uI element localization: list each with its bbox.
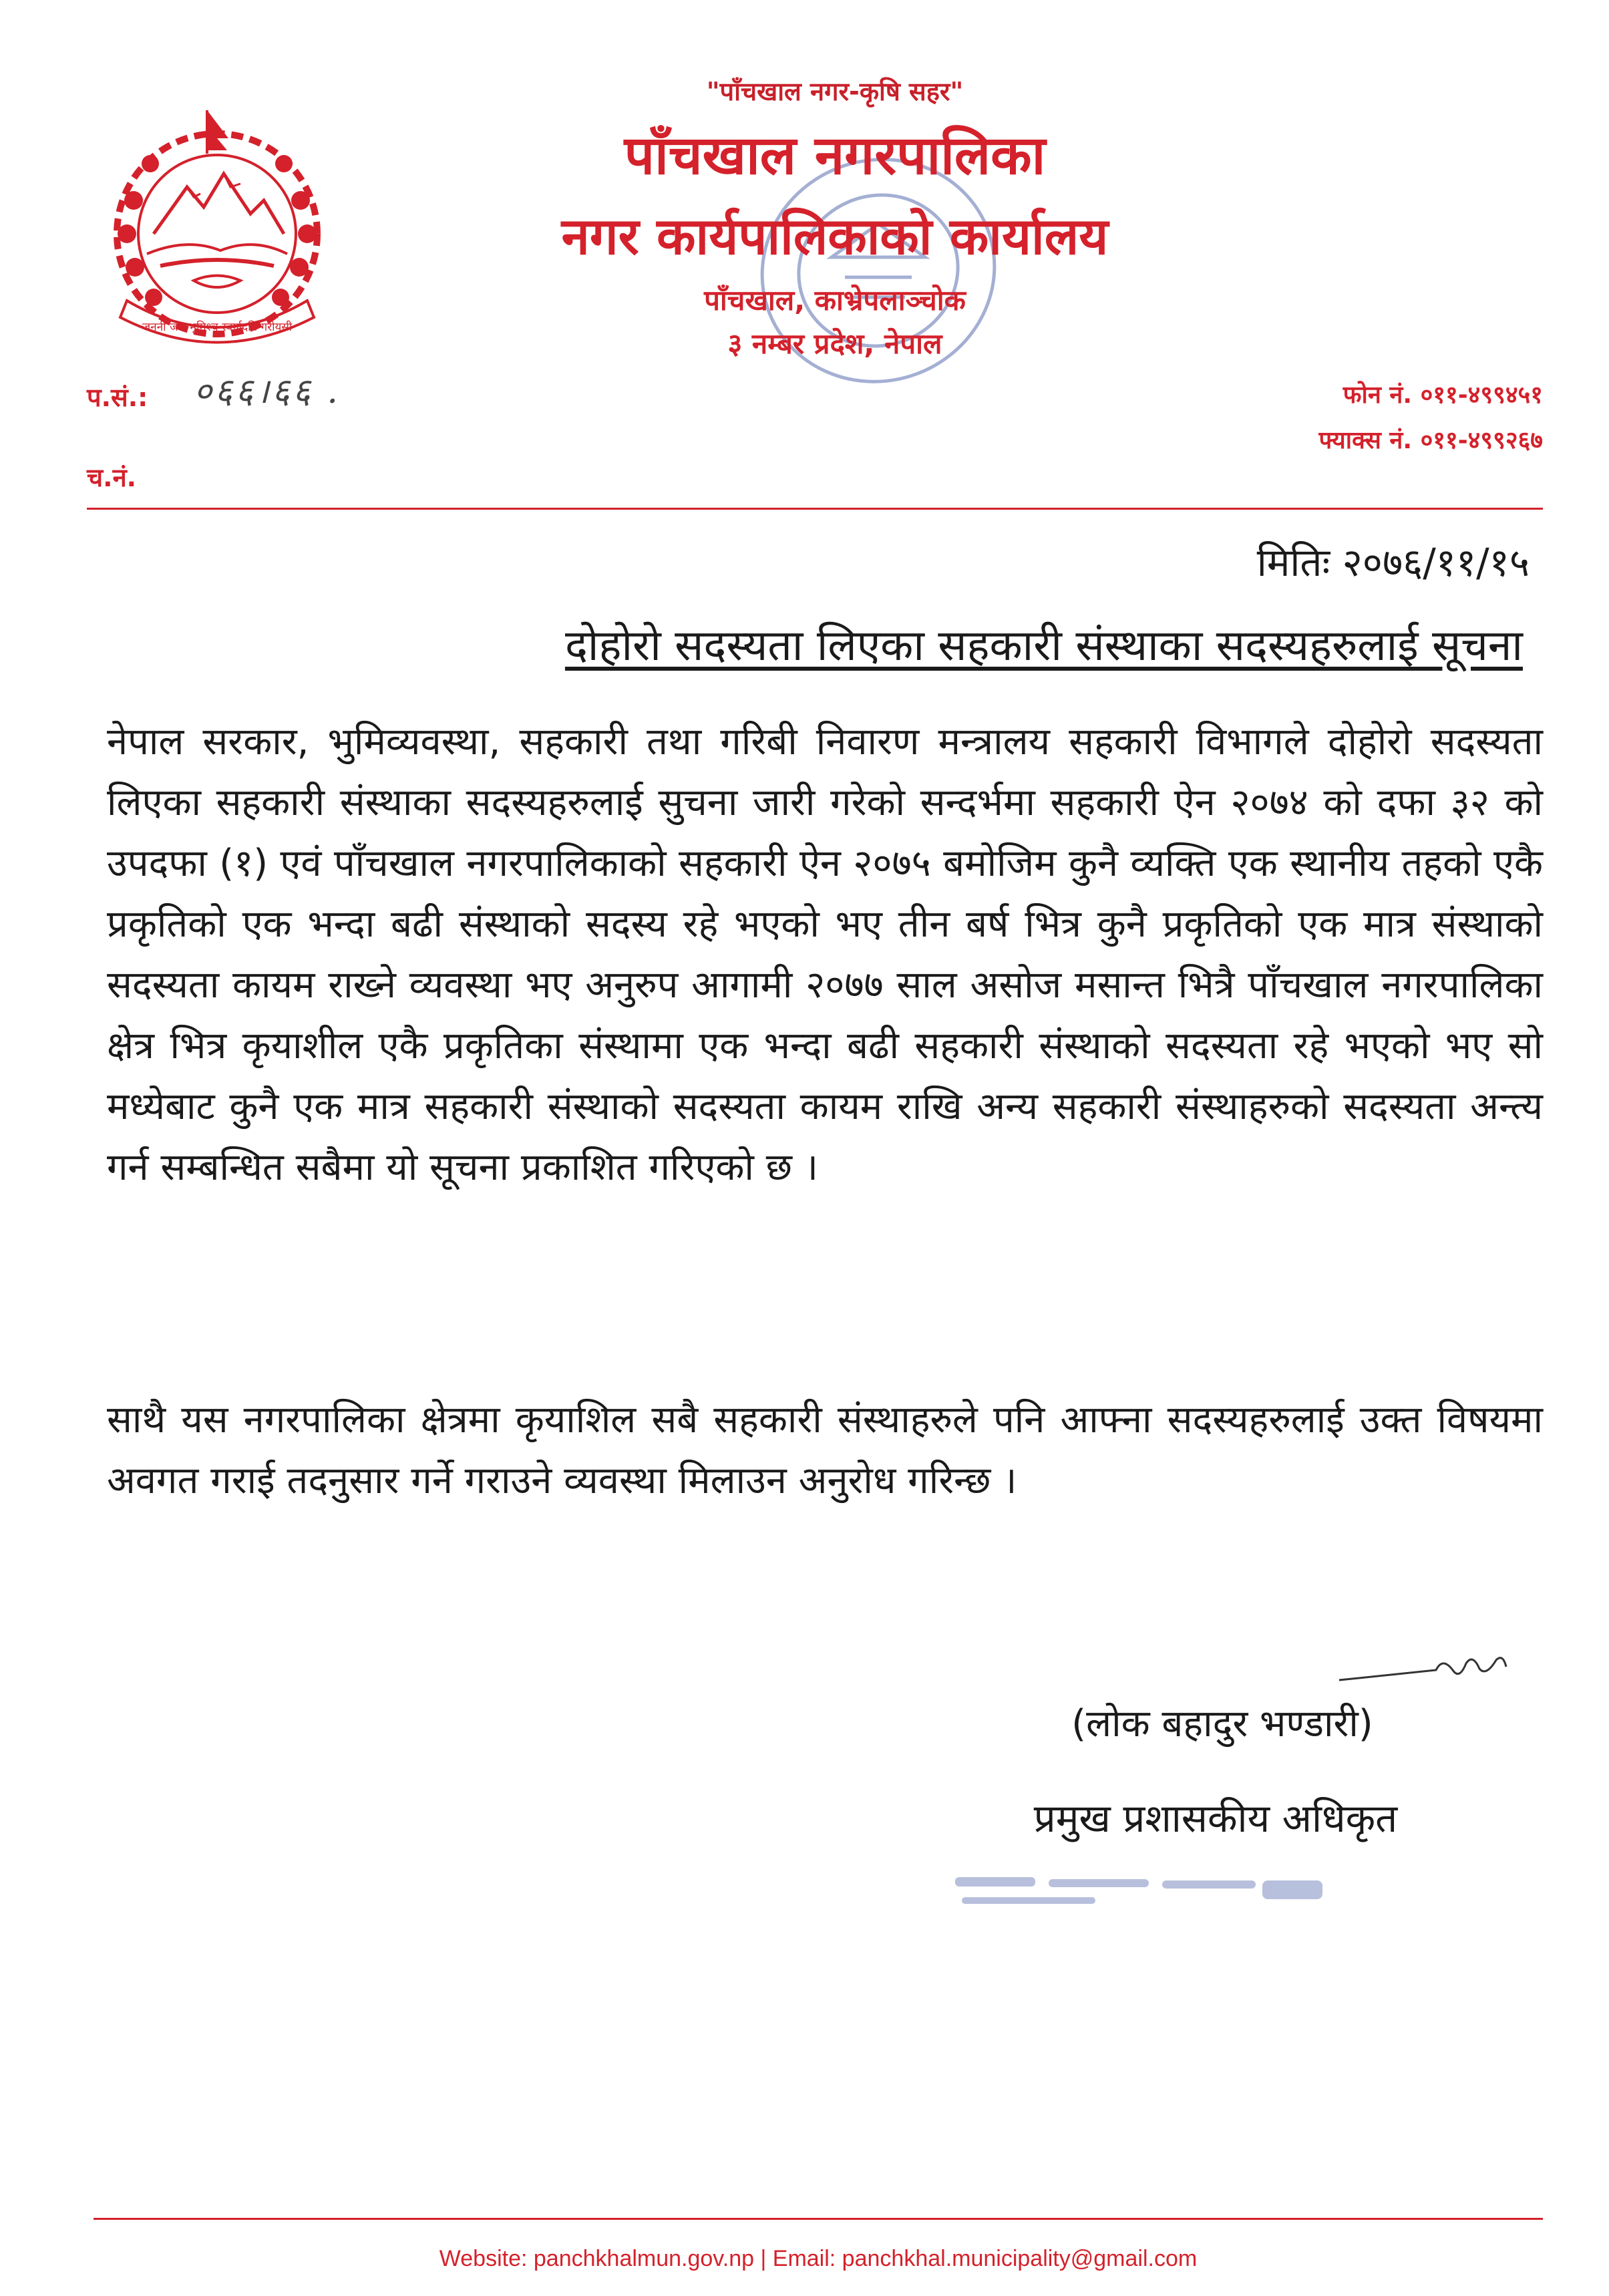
- reference-number-value: ०६६।६६ .: [194, 371, 341, 412]
- handwritten-signature: [1336, 1643, 1509, 1690]
- phone-number: फोन नं. ०११-४९९४५१: [1343, 381, 1543, 409]
- header-divider: [87, 508, 1543, 510]
- nepal-emblem-logo: [87, 100, 347, 361]
- body-paragraph-1: नेपाल सरकार, भुमिव्यवस्था, सहकारी तथा गरिबी निवारण मन्त्रालय सहकारी विभागले दोहोरो सदस्यता लिएका सहकारी संस्थाका सदस्यहरुलाई सुचना जारी गरेको सन्दर्भमा सहकारी ऐन २०७४ को दफा ३२ को उपदफा (१) एवं पाँचखाल नगरपालिकाको सहकारी ऐन २०७५ बमोजिम कुनै व्यक्ति एक स्थानीय तहको एकै प्रकृतिको एक भन्दा बढी संस्थाको सदस्य रहे भएको भए तीन बर्ष भित्र कुनै प्रकृतिको एक मात्र संस्थाको सदस्यता कायम राख्ने व्यवस्था भए अनुरुप आगामी २०७७ साल असोज मसान्त भित्रै पाँचखाल नगरपालिका क्षेत्र भित्र कृयाशील एकै प्रकृतिका संस्थामा एक भन्दा बढी सहकारी संस्थाको सदस्यता रहे भएको भए सो मध्येबाट कुनै एक मात्र सहकारी संस्थाको सदस्यता कायम राखि अन्य सहकारी संस्थाहरुको सदस्यता अन्त्य गर्न सम्बन्धित सबैमा यो सूचना प्रकाशित गरिएको छ ।: [107, 720, 1543, 1189]
- fax-number: फ्याक्स नं. ०११-४९९२६७: [1318, 427, 1543, 454]
- address-line-2: ३ नम्बर प्रदेश, नेपाल: [727, 327, 942, 360]
- signatory-title: प्रमुख प्रशासकीय अधिकृत: [1033, 1796, 1398, 1841]
- notice-subject: दोहोरो सदस्यता लिएका सहकारी संस्थाका सदस्यहरुलाई सूचना: [564, 621, 1523, 671]
- signatory-name: (लोक बहादुर भण्डारी): [1071, 1702, 1373, 1746]
- footer-divider: [94, 2218, 1543, 2220]
- body-paragraph-2: साथै यस नगरपालिका क्षेत्रमा कृयाशिल सबै सहकारी संस्थाहरुले पनि आफ्ना सदस्यहरुलाई उक्त विषयमा अवगत गराई तदनुसार गर्ने गराउने व्यवस्था मिलाउन अनुरोध गरिन्छ ।: [107, 1398, 1543, 1502]
- dispatch-number-label: च.नं.: [87, 463, 137, 492]
- letter-date: मितिः २०७६/११/१५: [1256, 540, 1530, 585]
- reference-number-label: प.सं.:: [87, 383, 148, 412]
- footer-contact: Website: panchkhalmun.gov.np | Email: panchkhal.municipality@gmail.com: [439, 2246, 1198, 2271]
- designation-stamp: [942, 1860, 1336, 1921]
- municipality-motto: "पाँचखाल नगर-कृषि सहर": [706, 77, 964, 106]
- organization-name: पाँचखाल नगरपालिका: [624, 124, 1046, 186]
- emblem-motto: जननी जन्मभूमिश्च स्वर्गादपि गरीयसी: [142, 321, 293, 334]
- address-line-1: पाँचखाल, काभ्रेपलाञ्चोक: [704, 284, 966, 317]
- office-name: नगर कार्यपालिकाको कार्यालय: [561, 206, 1109, 266]
